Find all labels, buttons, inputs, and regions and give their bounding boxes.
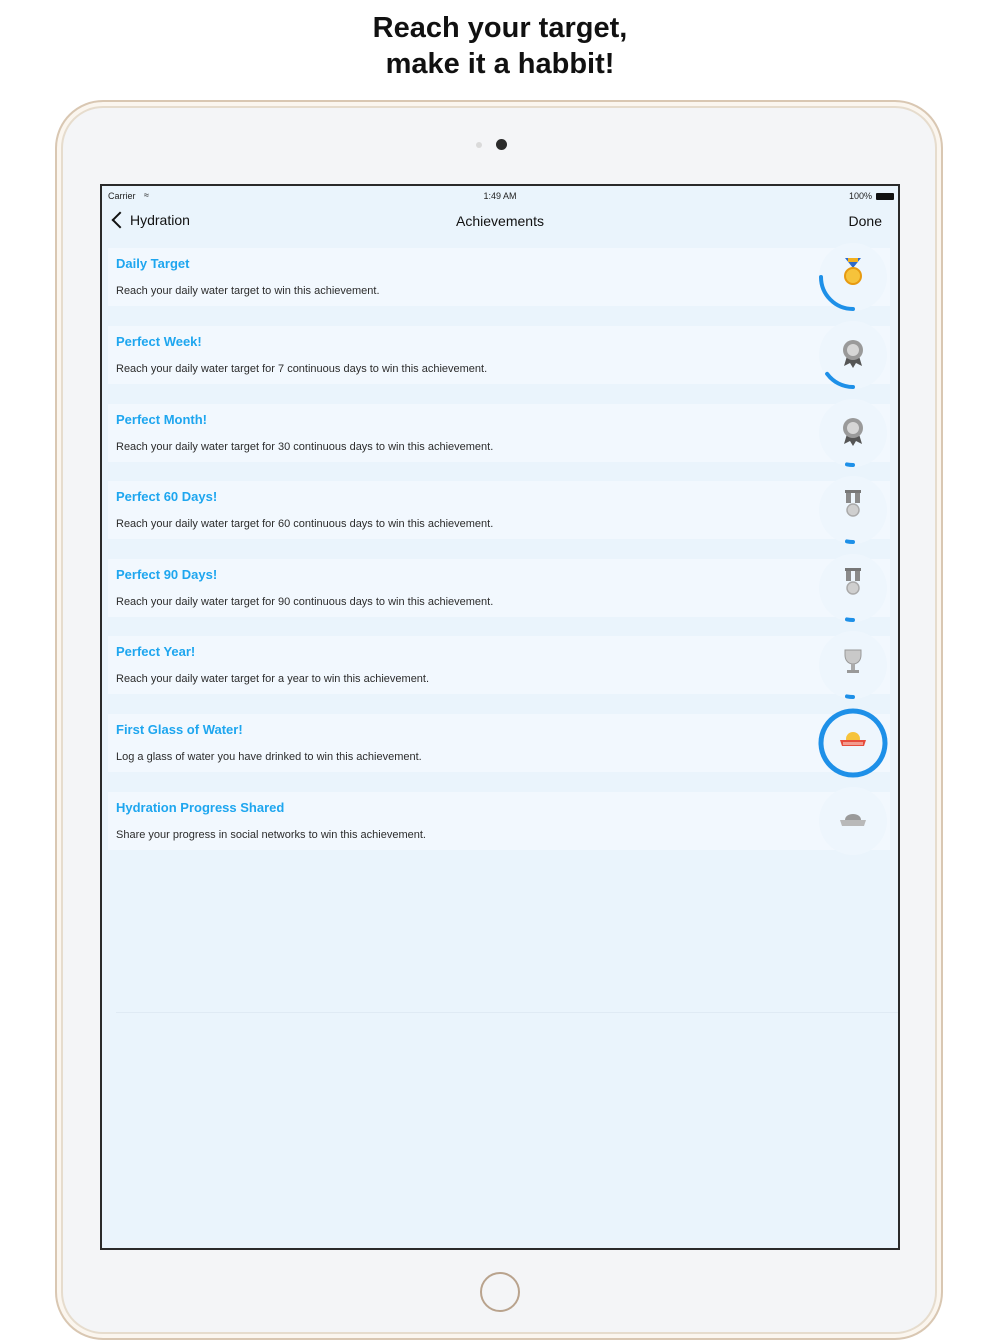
status-time: 1:49 AM bbox=[483, 191, 517, 201]
silver-rosette-icon bbox=[843, 418, 863, 446]
achievement-title: Perfect Year! bbox=[116, 644, 196, 659]
achievement-row[interactable] bbox=[108, 248, 890, 306]
achievement-badge bbox=[818, 318, 888, 392]
page-title: Achievements bbox=[456, 213, 544, 229]
achievement-description: Reach your daily water target for 30 continuous days to win this achievement. bbox=[116, 441, 494, 453]
achievement-title: Perfect Week! bbox=[116, 334, 202, 349]
progress-ring bbox=[847, 541, 853, 542]
achievement-title: Daily Target bbox=[116, 256, 190, 271]
achievement-description: Log a glass of water you have drinked to win this achievement. bbox=[116, 751, 422, 763]
achievement-badge bbox=[818, 706, 888, 780]
done-button[interactable]: Done bbox=[848, 213, 882, 229]
achievement-title: Hydration Progress Shared bbox=[116, 800, 285, 815]
carrier-label: Carrier bbox=[108, 191, 136, 201]
achievement-row[interactable] bbox=[108, 326, 890, 384]
divider bbox=[116, 1012, 898, 1013]
achievement-badge bbox=[818, 396, 888, 470]
home-button[interactable] bbox=[480, 1272, 520, 1312]
achievement-row[interactable] bbox=[108, 636, 890, 694]
wifi-icon: ≈ bbox=[144, 190, 149, 200]
progress-ring bbox=[847, 619, 853, 620]
achievement-badge bbox=[818, 240, 888, 314]
achievement-row[interactable] bbox=[108, 404, 890, 462]
achievement-description: Reach your daily water target for 60 continuous days to win this achievement. bbox=[116, 518, 494, 530]
promo-headline bbox=[0, 10, 1000, 82]
achievement-description: Reach your daily water target for 7 continuous days to win this achievement. bbox=[116, 363, 488, 375]
achievement-badge bbox=[818, 784, 888, 858]
promo-line-2: make it a habbit! bbox=[385, 48, 615, 80]
achievement-title: First Glass of Water! bbox=[116, 722, 243, 737]
achievement-row[interactable] bbox=[108, 714, 890, 772]
back-button-label: Hydration bbox=[130, 212, 190, 228]
achievement-row[interactable] bbox=[108, 481, 890, 539]
achievement-badge bbox=[818, 628, 888, 702]
achievement-title: Perfect 60 Days! bbox=[116, 489, 218, 504]
achievement-badge bbox=[818, 551, 888, 625]
progress-ring bbox=[847, 464, 853, 465]
progress-ring bbox=[847, 696, 853, 697]
battery-percent: 100% bbox=[848, 191, 872, 201]
promo-line-1: Reach your target, bbox=[372, 12, 628, 44]
achievement-row[interactable] bbox=[108, 559, 890, 617]
sensor-dot bbox=[476, 142, 482, 148]
achievement-row[interactable] bbox=[108, 792, 890, 850]
status-bar bbox=[102, 186, 898, 206]
achievement-description: Reach your daily water target for 90 continuous days to win this achievement. bbox=[116, 596, 494, 608]
achievement-title: Perfect Month! bbox=[116, 412, 207, 427]
achievement-description: Reach your daily water target to win this achievement. bbox=[116, 285, 380, 297]
navigation-bar bbox=[102, 206, 898, 238]
achievement-description: Reach your daily water target for a year to win this achievement. bbox=[116, 673, 430, 685]
achievement-title: Perfect 90 Days! bbox=[116, 567, 218, 582]
silver-rosette-icon bbox=[843, 340, 863, 368]
app-screen bbox=[100, 184, 900, 1250]
battery-icon bbox=[876, 193, 894, 200]
achievement-badge bbox=[818, 473, 888, 547]
achievement-description: Share your progress in social networks to win this achievement. bbox=[116, 829, 426, 841]
camera-dot bbox=[496, 139, 507, 150]
